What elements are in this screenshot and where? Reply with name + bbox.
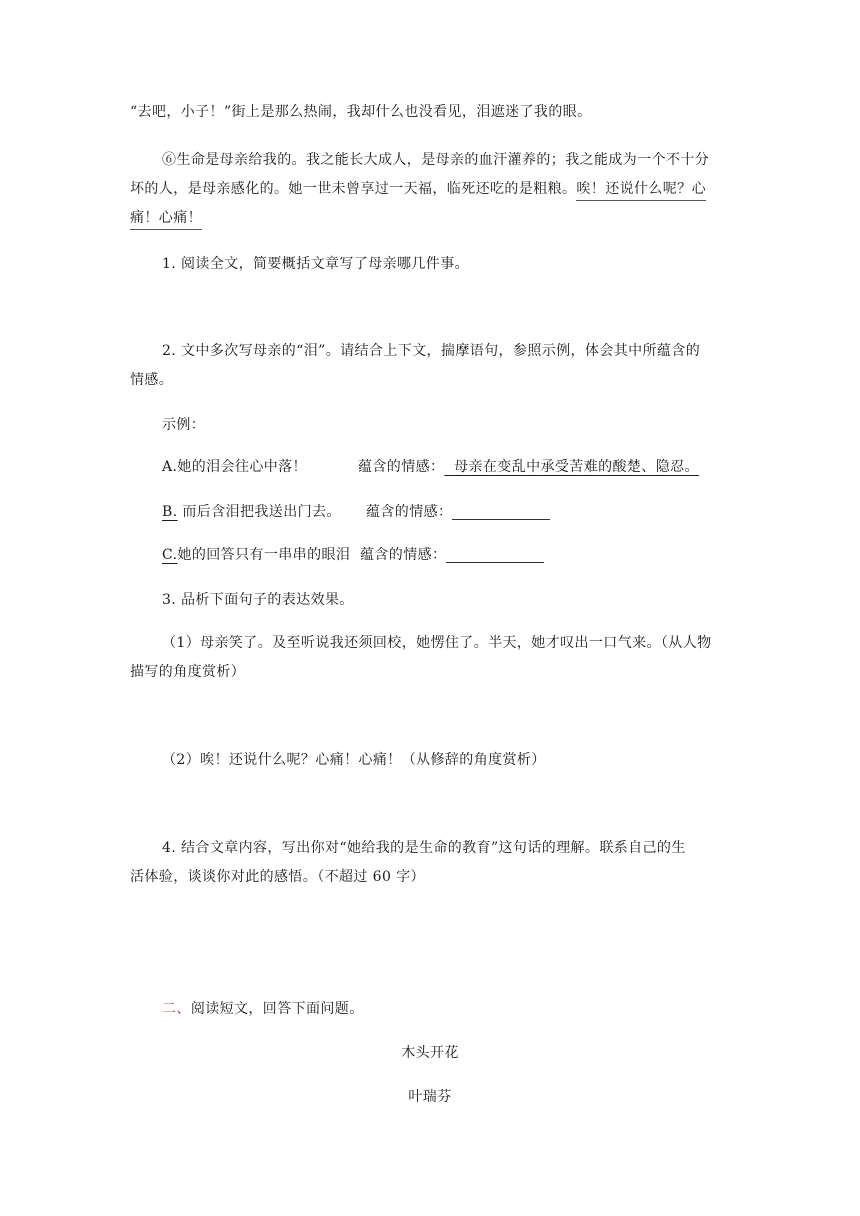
example-b-marker: B. [162, 504, 178, 520]
emotion-label: 蕴含的情感： [360, 547, 447, 563]
paragraph-6-line-1: ⑥生命是母亲给我的。我之能长大成人，是母亲的血汗灌养的；我之能成为一个不十分 [162, 152, 710, 168]
example-b-emotion [366, 502, 550, 522]
question-2-line-2: 情感。 [130, 372, 174, 388]
section-instruction: 阅读短文，回答下面问题。 [190, 1001, 364, 1017]
passage-line: “去吧，小子！”街上是那么热闹，我却什么也没看见，泪遮迷了我的眼。 [130, 104, 592, 120]
underlined-sentence-end: 痛！心痛！ [130, 210, 202, 230]
article-title: 木头开花 [401, 1045, 459, 1061]
example-a-sentence: A.她的泪会往心中落！ [162, 459, 307, 475]
example-a-emotion [358, 457, 699, 477]
article-author: 叶瑞芬 [408, 1089, 452, 1105]
section-2-heading [162, 999, 364, 1019]
answer-blank-c[interactable] [446, 548, 544, 563]
example-b-text: 而后含泪把我送出门去。 [177, 504, 341, 520]
example-b-sentence [162, 502, 341, 522]
example-label: 示例： [162, 417, 206, 433]
question-3: 3. 品析下面句子的表达效果。 [162, 592, 354, 608]
example-c-sentence [162, 545, 350, 565]
emotion-label: 蕴含的情感： [358, 459, 445, 475]
emotion-label: 蕴含的情感： [366, 504, 453, 520]
question-4-line-1: 4. 结合文章内容，写出你对“她给我的是生命的教育”这句话的理解。联系自己的生 [162, 840, 686, 856]
answer-blank-b[interactable] [452, 505, 550, 520]
question-2-line-1: 2. 文中多次写母亲的“泪”。请结合上下文，揣摩语句，参照示例，体会其中所蕴含的 [162, 343, 701, 359]
section-number: 二、 [162, 1001, 191, 1017]
example-c-emotion [360, 545, 544, 565]
paragraph-6-line-2-text: 坏的人，是母亲感化的。她一世未曾享过一天福，临死还吃的是粗粮。 [130, 181, 577, 197]
question-4-line-2: 活体验，谈谈你对此的感悟。（不超过 60 字） [130, 869, 425, 885]
example-c-text: 她的回答只有一串串的眼泪 [177, 547, 351, 563]
underlined-sentence: 唉！还说什么呢？心 [576, 181, 706, 201]
example-c-marker: C. [162, 547, 178, 563]
example-a-answer: 母亲在变乱中承受苦难的酸楚、隐忍。 [444, 459, 699, 475]
question-1: 1. 阅读全文，简要概括文章写了母亲哪几件事。 [162, 256, 470, 272]
question-3-2: （2）唉！还说什么呢？心痛！心痛！（从修辞的角度赏析） [162, 752, 546, 768]
paragraph-6-line-3 [130, 208, 202, 228]
paragraph-6-line-2 [130, 179, 706, 199]
question-3-1-line-1: （1）母亲笑了。及至听说我还须回校，她愣住了。半天，她才叹出一口气来。（从人物 [162, 635, 712, 651]
question-3-1-line-2: 描写的角度赏析） [130, 664, 246, 680]
